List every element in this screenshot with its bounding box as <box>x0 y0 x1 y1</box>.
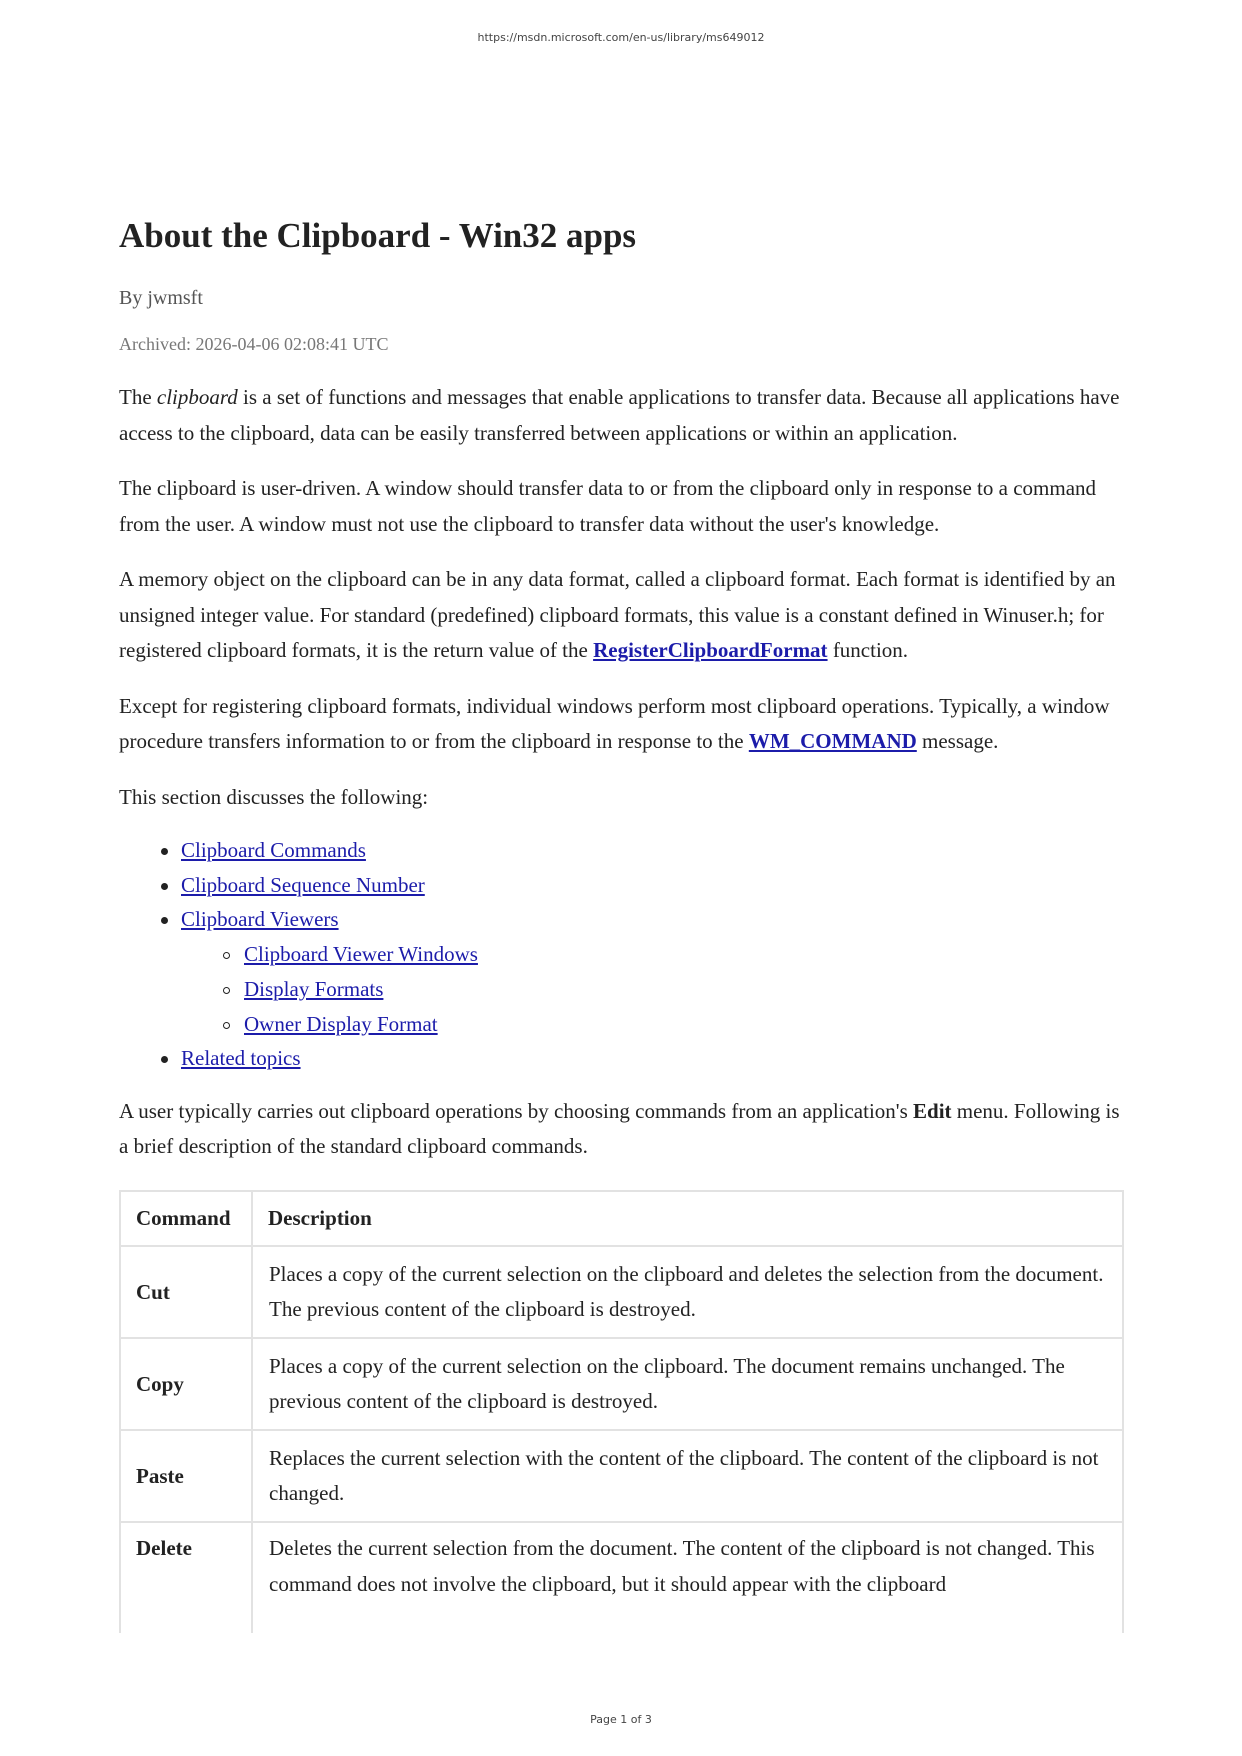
toc-subitem <box>119 937 1124 972</box>
table-header-row <box>120 1191 1123 1247</box>
toc-link-clipboard-viewer-windows[interactable]: Clipboard Viewer Windows <box>244 942 478 967</box>
description-cell: Places a copy of the current selection on the clipboard. The document remains unchanged. The previous content of the clipboard is destroyed. <box>252 1338 1123 1430</box>
emphasis-clipboard: clipboard <box>156 385 238 409</box>
command-cell: Copy <box>120 1338 252 1430</box>
page-number-footer: Page 1 of 3 <box>590 1713 652 1726</box>
table-row <box>120 1522 1123 1633</box>
register-clipboard-format-link[interactable]: RegisterClipboardFormat <box>593 638 828 662</box>
author-byline: By jwmsft <box>119 287 203 309</box>
toc-item <box>119 868 1124 903</box>
description-cell: Deletes the current selection from the document. The content of the clipboard is not changed. This command does not involve the clipboard, but it should appear with the clipboard <box>252 1522 1123 1633</box>
text: A memory object on the clipboard can be in any data format, called a clipboard format. Each format is identified by an unsigned integer value. For standard (predefined) clipboard formats, this value is a constant defined in Winuser.h; for registered clipboard formats, it is the return value of the <box>119 567 1116 662</box>
command-cell: Cut <box>120 1246 252 1338</box>
column-header-description: Description <box>252 1191 1123 1247</box>
user-driven-paragraph: The clipboard is user-driven. A window should transfer data to or from the clipboard only in response to a command from the user. A window must not use the clipboard to transfer data without the user's knowledge. <box>119 476 1097 536</box>
toc-item <box>119 902 1124 937</box>
table-row <box>120 1338 1123 1430</box>
wm-command-link[interactable]: WM_COMMAND <box>748 729 917 753</box>
operations-paragraph <box>119 689 1124 760</box>
page-title: About the Clipboard - Win32 apps <box>119 216 637 255</box>
text: The <box>119 385 157 409</box>
toc-link-clipboard-viewers[interactable]: Clipboard Viewers <box>181 907 339 932</box>
toc-link-owner-display-format[interactable]: Owner Display Format <box>244 1011 438 1036</box>
toc-link-clipboard-sequence-number[interactable]: Clipboard Sequence Number <box>181 872 425 897</box>
toc-link-clipboard-commands[interactable]: Clipboard Commands <box>181 838 366 862</box>
article <box>119 212 1124 1633</box>
archived-timestamp: Archived: 2026-04-06 02:08:41 UTC <box>119 334 389 354</box>
text: Except for registering clipboard formats, individual windows perform most clipboard operations. Typically, a window procedure transfers information to or from the clipboard in response to the <box>119 693 1110 753</box>
table-row <box>120 1430 1123 1522</box>
toc-subitem <box>119 1007 1124 1042</box>
intro-paragraph <box>119 380 1124 451</box>
toc-link-display-formats[interactable]: Display Formats <box>244 976 384 1001</box>
text: message. <box>916 729 999 753</box>
edit-menu-term: Edit <box>913 1098 952 1123</box>
text: is a set of functions and messages that enable applications to transfer data. Because all applications have access to the clipboard, data can be easily transferred between applications or within an application. <box>119 385 1120 445</box>
text: menu. Following is a brief description of the standard clipboard commands. <box>119 1098 1120 1159</box>
column-header-command: Command <box>120 1191 252 1247</box>
toc-subitem <box>119 972 1124 1007</box>
toc-item <box>119 833 1124 868</box>
clipboard-commands-table <box>119 1190 1124 1634</box>
text: function. <box>827 638 909 662</box>
description-cell: Replaces the current selection with the content of the clipboard. The content of the clipboard is not changed. <box>252 1430 1123 1522</box>
table-row <box>120 1246 1123 1338</box>
toc-item <box>119 1041 1124 1076</box>
toc-link-related-topics[interactable]: Related topics <box>181 1046 301 1071</box>
command-cell: Paste <box>120 1430 252 1522</box>
commands-intro-paragraph <box>119 1094 1124 1165</box>
command-cell: Delete <box>120 1522 252 1633</box>
page-url-header: https://msdn.microsoft.com/en-us/library/ms649012 <box>477 31 765 44</box>
section-intro: This section discusses the following: <box>119 784 429 809</box>
section-toc <box>119 833 1124 1076</box>
formats-paragraph <box>119 562 1124 669</box>
text: A user typically carries out clipboard operations by choosing commands from an application's <box>119 1098 914 1123</box>
description-cell: Places a copy of the current selection on the clipboard and deletes the selection from the document. The previous content of the clipboard is destroyed. <box>252 1246 1123 1338</box>
